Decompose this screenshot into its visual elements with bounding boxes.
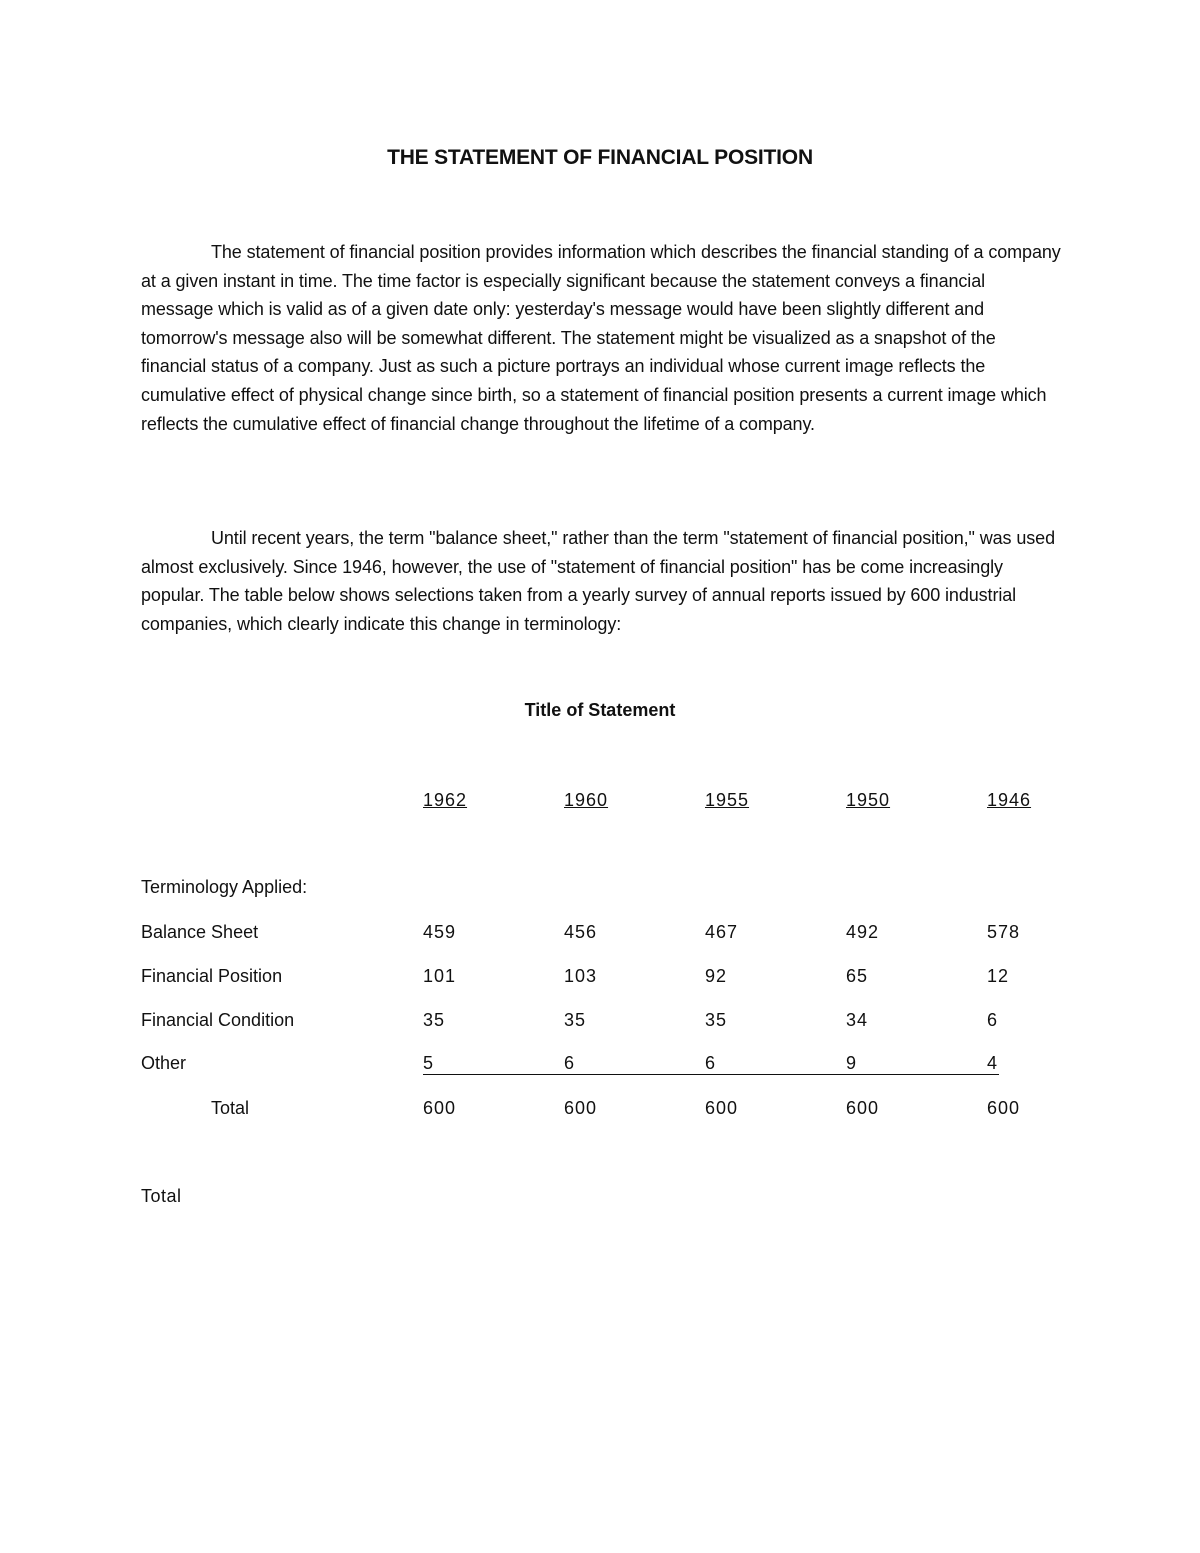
- cell-financial-condition-1950: 34: [846, 1010, 869, 1030]
- cell-total-1962: 600: [423, 1098, 457, 1118]
- cell-balance-sheet-1955: 467: [705, 922, 739, 942]
- cell-total-1950: 600: [846, 1098, 880, 1118]
- cell-other-1960: 6: [564, 1053, 576, 1073]
- cell-financial-position-1955: 92: [705, 966, 728, 986]
- cell-balance-sheet-1960: 456: [564, 922, 598, 942]
- trailing-total-text: Total: [141, 1186, 182, 1206]
- cell-balance-sheet-1950: 492: [846, 922, 880, 942]
- row-label-other: Other: [141, 1053, 187, 1073]
- year-header-1962: 1962: [423, 790, 468, 810]
- year-header-1960: 1960: [564, 790, 609, 810]
- paragraph-2: Until recent years, the term "balance sheet," rather than the term "statement of financial position," was used almost exclusively. Since 1946, however, the use of "statement of financial position" has be come increasingly popular. The table below shows selections taken from a yearly survey of annual reports issued by 600 industrial companies, which clearly indicate this change in terminology:: [141, 528, 1055, 634]
- cell-financial-position-1950: 65: [846, 966, 869, 986]
- cell-financial-position-1946: 12: [987, 966, 1010, 986]
- cell-financial-position-1960: 103: [564, 966, 598, 986]
- row-label-total: Total: [211, 1098, 250, 1118]
- cell-financial-condition-1946: 6: [987, 1010, 999, 1030]
- cell-other-1955: 6: [705, 1053, 717, 1073]
- cell-financial-condition-1960: 35: [564, 1010, 587, 1030]
- subtotal-underline: [423, 1074, 999, 1075]
- table-title: Title of Statement: [524, 700, 676, 720]
- cell-other-1950: 9: [846, 1053, 858, 1073]
- year-header-1950: 1950: [846, 790, 891, 810]
- cell-total-1955: 600: [705, 1098, 739, 1118]
- cell-total-1946: 600: [987, 1098, 1021, 1118]
- row-label-financial-condition: Financial Condition: [141, 1010, 295, 1030]
- row-label-financial-position: Financial Position: [141, 966, 283, 986]
- row-label-balance-sheet: Balance Sheet: [141, 922, 259, 942]
- cell-other-1962: 5: [423, 1053, 435, 1073]
- paragraph-1: The statement of financial position provides information which describes the financial standing of a company at a given instant in time. The time factor is especially significant because the statement conveys a financial message which is valid as of a given date only: yesterday's message would have been slightly different and tomorrow's message also will be somewhat different. The statement might be visualized as a snapshot of the financial status of a company. Just as such a picture portrays an individual whose current image reflects the cumulative effect of physical change since birth, so a statement of financial position presents a current image which reflects the cumulative effect of financial change throughout the lifetime of a company.: [141, 242, 1061, 434]
- cell-balance-sheet-1946: 578: [987, 922, 1021, 942]
- cell-balance-sheet-1962: 459: [423, 922, 457, 942]
- cell-financial-condition-1962: 35: [423, 1010, 446, 1030]
- cell-financial-position-1962: 101: [423, 966, 457, 986]
- cell-financial-condition-1955: 35: [705, 1010, 728, 1030]
- year-header-1955: 1955: [705, 790, 750, 810]
- terminology-section-label: Terminology Applied:: [141, 877, 308, 897]
- document-title: THE STATEMENT OF FINANCIAL POSITION: [387, 146, 813, 169]
- cell-other-1946: 4: [987, 1053, 999, 1073]
- year-header-1946: 1946: [987, 790, 1032, 810]
- cell-total-1960: 600: [564, 1098, 598, 1118]
